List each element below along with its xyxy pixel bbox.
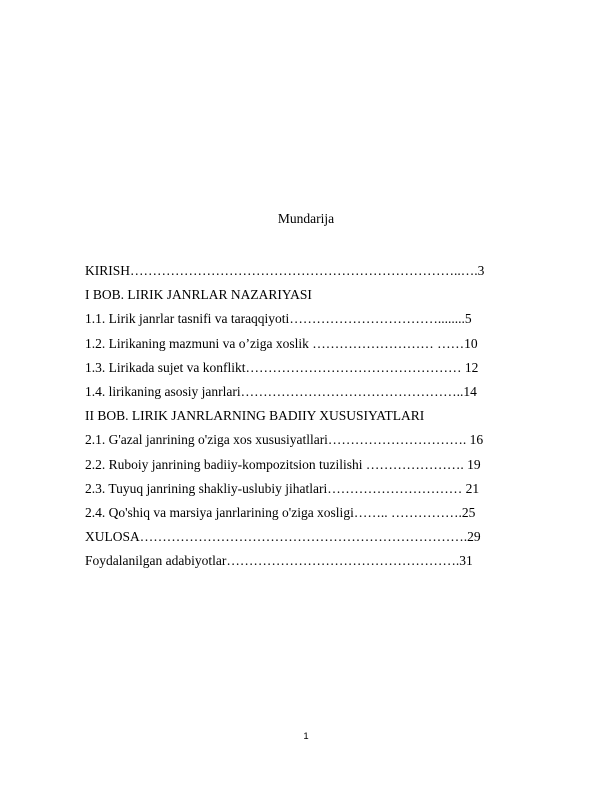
toc-entry-1-1: 1.1. Lirik janrlar tasnifi va taraqqiyoti……………………………........5 [85,311,472,327]
toc-entry-2-4: 2.4. Qo'shiq va marsiya janrlarining o'ziga xosligi…….. …………….25 [85,504,476,520]
toc-entry-adabiyotlar: Foydalanilgan adabiyotlar…………………………………………….31 [85,553,473,569]
page-number: 1 [303,731,309,742]
toc-chapter-2-heading: II BOB. LIRIK JANRLARNING BADIIY XUSUSIYATLARI [85,408,425,424]
toc-entry-1-3: 1.3. Lirikada sujet va konflikt………………………………………… 12 [85,359,479,375]
toc-entry-kirish: KIRISH………………………………………………………………..….3 [85,263,485,278]
toc-entry-2-2: 2.2. Ruboiy janrining badiiy-kompozitsion tuzilishi …………………. 19 [85,456,481,472]
toc-entry-xulosa: XULOSA……………………………………………………………….29 [85,529,481,545]
page-title: Mundarija [277,211,335,226]
table-of-contents [85,263,525,577]
toc-entry-1-2: 1.2. Lirikaning mazmuni va o’ziga xoslik ……………………… ……10 [85,335,478,351]
toc-entry-1-4: 1.4. lirikaning asosiy janrlari…………………………………………..14 [85,383,477,399]
toc-entry-2-3: 2.3. Tuyuq janrining shakliy-uslubiy jihatlari………………………… 21 [85,480,480,496]
toc-entry-2-1: 2.1. G'azal janrining o'ziga xos xususiyatllari…………………………. 16 [85,432,484,448]
toc-chapter-1-heading: I BOB. LIRIK JANRLAR NAZARIYASI [85,287,312,303]
